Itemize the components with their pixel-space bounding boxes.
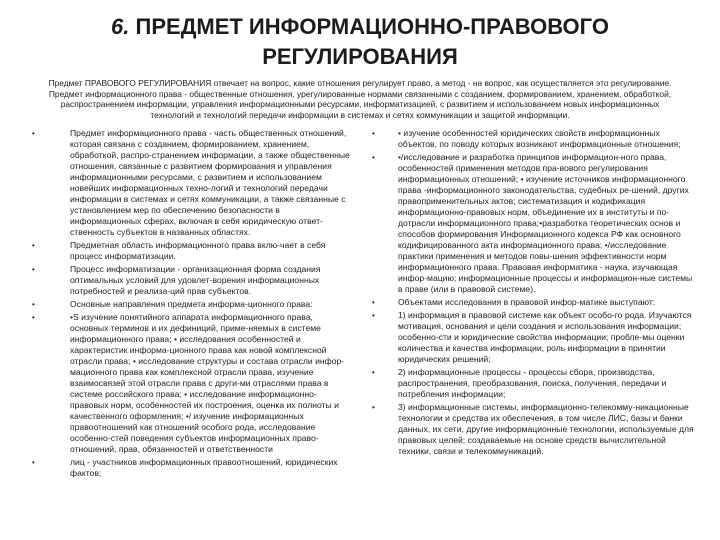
bullet-icon: • [32, 265, 35, 274]
list-item: • Основные направления предмета информа-ционного права: [32, 299, 313, 309]
bullet-icon: • [372, 153, 375, 162]
bullet-icon: • [32, 129, 35, 138]
intro-paragraph: Предмет ПРАВОВОГО РЕГУЛИРОВАНИЯ отвечает на вопрос, какие отношения регулирует право, а метод - на вопрос, как осуществляется это регулирование. Предмет информационного права - общественные отношения, урегулированные нормами связанными с созданием, формированием, хранением, обработкой, распространением информации, управления информационными ресурсами, информатизацией, с развитием и использованием новых информационных технологий и технологий передачи информации в системах и сетях коммуникации и защитой информации. [48, 78, 672, 120]
slide-number: 6. [111, 14, 130, 39]
slide-title [40, 12, 680, 72]
list-item: • Объектами исследования в правовой инфор-матике выступают: [372, 297, 656, 307]
list-item: • Предмет информационного права - часть общественных отношений, которая связана с созданием, формированием, хранением, обработкой, распро-странением информации, а также общественные отношения, связанные с развитием формирования и управления информационными ресурсами, с развитием и использованием новейших информационных техно-логий и технологий передачи информации в системах и сетях коммуникации, а также связанные с установлением мер по обеспечению безопасности в информационных сферах, включая в себя юридическую ответ-ственность субъектов в названных областях. [32, 128, 350, 237]
list-item: • 1) информация в правовой системе как объект особо-го рода. Изучаются мотивация, основания и цели создания и использования информации; особенно-сти и юридические свойства информации; пробле-мы оценки количества и качества информации, роль информации в принятии юридических решений; [372, 310, 692, 364]
list-item: • •/исследование и разработка принципов информацион-ного права, особенностей применения методов пра-вового регулирования информационных отношений; • изучение источников информационного права -информационного законодательства, судебных ре-шений, других правоприменительных актов; систематизация и кодификация информационно-правовых норм, объединение их в институты и по-дотрасли информационного права;•разработка теоретических основ и способов формирования Информационного кодекса РФ как основного кодифицированного акта информационного права; •/исследование практики применения и методов повы-шения эффективности норм информационного права. Правовая информатика - наука, изучающая инфор-мацию; информационные процессы и информацион-ные системы в праве (или в правовой системе). [372, 152, 693, 294]
bullet-icon: • [32, 241, 35, 250]
bullet-icon: • [32, 300, 35, 309]
slide-title-text: ПРЕДМЕТ ИНФОРМАЦИОННО-ПРАВОВОГО РЕГУЛИРОВАНИЯ [135, 14, 609, 69]
list-item: • • изучение особенностей юридических свойств информационных объектов, по поводу которых возникают информационные отношения; [372, 128, 681, 149]
bullet-icon: • [372, 368, 375, 377]
list-item: • 3) информационные системы, информационно-телекомму-никационные технологии и средства их обеспечения, в том числе ЛИС, базы и банки данных, их сети, другие информационные технологии, используемые для правовых целей; создаваемые на основе средств вычислительной техники, связи и телекоммуникаций. [372, 402, 694, 456]
right-column-list [370, 128, 694, 459]
bullet-icon: • [372, 311, 375, 320]
list-item: • •S изучение понятийного аппарата информационного права, основных терминов и их дефиниций, приме-няемых в системе информационного права; • исследования особенностей и характеристик информа-ционного права как новой комплексной отрасли права; • исследование структуры и состава отрасли инфор-мационного права как комплексной отрасли права, изучение взаимосвязей этой отрасли права с други-ми отраслями права в системе российского права; • исследование информационно-правовых норм, особенностей их построения, оценка их полноты и качественного оформления; •/ изучение информационных правоотношений как отношений особого рода, исследование особенно-стей поведения субъектов информационных право-отношений, прав, обязанностей и ответственности [32, 312, 345, 454]
bullet-icon: • [372, 129, 375, 138]
left-column-list [30, 128, 350, 481]
bullet-icon: • [32, 313, 35, 322]
list-item: • лиц - участников информационных правоотношений, юридических фактов; [32, 457, 338, 478]
list-item: • Процесс информатизации - организационная форма создания оптимальных условий для удовлет-ворения информационных потребностей и реализа-ций прав субъектов. [32, 264, 321, 296]
list-item: • 2) информационные процессы - процессы сбора, производства, распространения, преобразования, поиска, получения, передачи и потребления информации; [372, 367, 667, 399]
bullet-icon: • [32, 458, 35, 467]
bullet-icon: • [372, 298, 375, 307]
list-item: • Предметная область информационного права вклю-чает в себя процесс информатизации. [32, 240, 326, 261]
bullet-icon: • [372, 403, 375, 412]
